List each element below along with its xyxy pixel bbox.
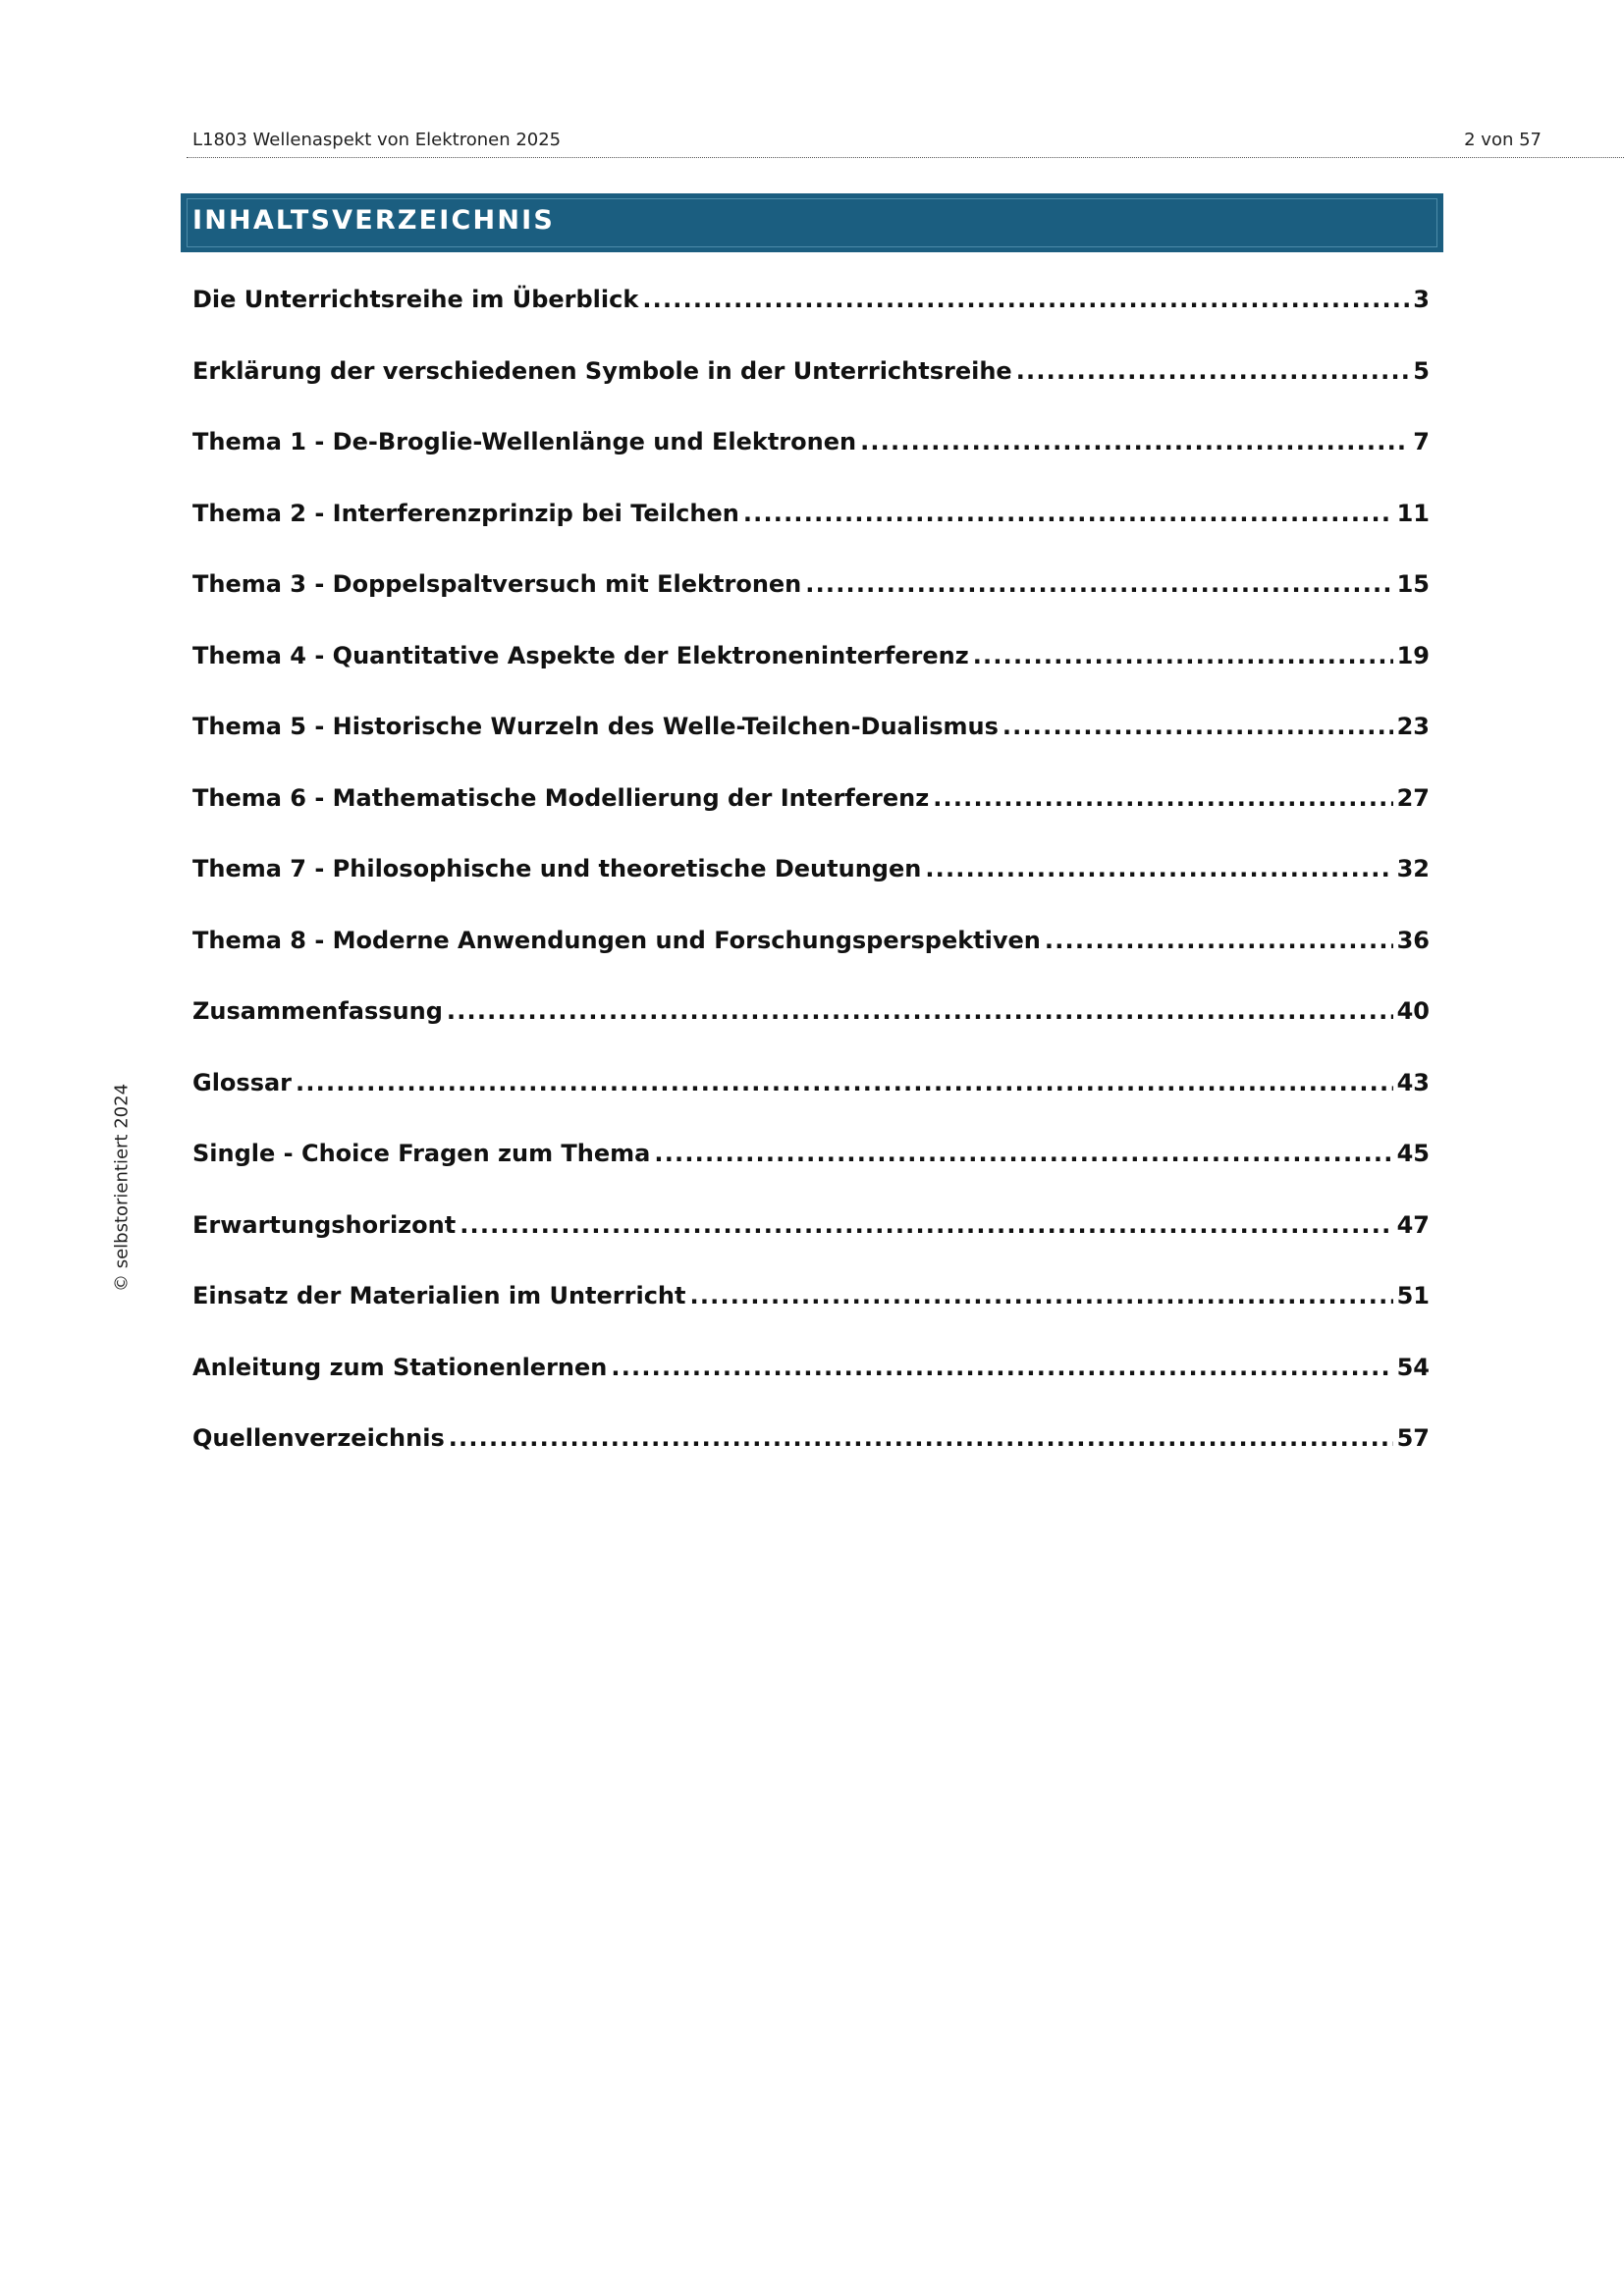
toc-leader-dots (805, 570, 1392, 598)
toc-entry-title: Quellenverzeichnis (192, 1424, 445, 1452)
toc-entry-page: 54 (1396, 1353, 1430, 1381)
toc-entry-page: 19 (1396, 641, 1430, 669)
toc-entry-title: Thema 4 - Quantitative Aspekte der Elektroneninterferenz (192, 641, 969, 669)
toc-entry-page: 23 (1396, 713, 1430, 740)
toc-entry[interactable] (192, 784, 1430, 856)
toc-heading-banner (181, 193, 1443, 252)
toc-entry-page: 11 (1396, 499, 1430, 527)
toc-entry-title: Glossar (192, 1068, 293, 1096)
toc-entry-title: Thema 7 - Philosophische und theoretische Deutungen (192, 855, 922, 882)
page-number: 2 von 57 (1464, 130, 1542, 150)
toc-entry-page: 27 (1396, 783, 1430, 812)
toc-entry[interactable] (192, 855, 1430, 927)
toc-leader-dots (1002, 713, 1393, 740)
toc-entry[interactable] (192, 1424, 1430, 1496)
toc-entry[interactable] (192, 428, 1430, 500)
document-title: L1803 Wellenaspekt von Elektronen 2025 (192, 130, 562, 150)
toc-leader-dots (449, 1424, 1393, 1452)
toc-entry-title: Single - Choice Fragen zum Thema (192, 1140, 651, 1167)
toc-entry-page: 36 (1396, 926, 1430, 954)
toc-leader-dots (447, 997, 1393, 1025)
toc-entry-title: Erklärung der verschiedenen Symbole in der Unterrichtsreihe (192, 356, 1012, 385)
toc-leader-dots (611, 1354, 1392, 1381)
toc-entry-page: 51 (1396, 1282, 1430, 1309)
toc-leader-dots (933, 784, 1392, 812)
toc-entry[interactable] (192, 1211, 1430, 1283)
toc-entry-page: 43 (1396, 1068, 1430, 1096)
toc-entry-page: 47 (1396, 1210, 1430, 1239)
toc-leader-dots (743, 500, 1393, 527)
toc-entry-title: Thema 2 - Interferenzprinzip bei Teilchen (192, 499, 739, 527)
toc-leader-dots (860, 428, 1409, 455)
toc-entry-title: Thema 6 - Mathematische Modellierung der Interferenz (192, 783, 930, 812)
toc-list (192, 286, 1430, 1496)
toc-entry-title: Zusammenfassung (192, 997, 443, 1025)
toc-entry-page: 3 (1413, 286, 1430, 313)
toc-entry-title: Thema 1 - De-Broglie-Wellenlänge und Elektronen (192, 428, 857, 455)
toc-entry[interactable] (192, 500, 1430, 571)
toc-entry[interactable] (192, 570, 1430, 642)
toc-entry[interactable] (192, 1282, 1430, 1354)
toc-entry-title: Thema 5 - Historische Wurzeln des Welle-Teilchen-Dualismus (192, 713, 999, 740)
toc-entry[interactable] (192, 997, 1430, 1069)
toc-entry[interactable] (192, 927, 1430, 998)
toc-entry[interactable] (192, 713, 1430, 784)
toc-leader-dots (973, 642, 1393, 669)
toc-entry-title: Thema 8 - Moderne Anwendungen und Forschungsperspektiven (192, 926, 1041, 954)
toc-entry[interactable] (192, 1354, 1430, 1425)
toc-entry-title: Die Unterrichtsreihe im Überblick (192, 286, 639, 313)
toc-leader-dots (1016, 357, 1410, 385)
toc-entry-title: Einsatz der Materialien im Unterricht (192, 1282, 686, 1309)
toc-entry[interactable] (192, 357, 1430, 429)
toc-entry-title: Thema 3 - Doppelspaltversuch mit Elektronen (192, 570, 802, 598)
toc-leader-dots (460, 1211, 1392, 1239)
toc-entry-page: 57 (1396, 1424, 1430, 1452)
toc-leader-dots (925, 855, 1392, 882)
toc-entry-title: Erwartungshorizont (192, 1210, 457, 1239)
toc-entry[interactable] (192, 1069, 1430, 1141)
toc-leader-dots (690, 1282, 1393, 1309)
toc-entry[interactable] (192, 1140, 1430, 1211)
toc-entry[interactable] (192, 286, 1430, 357)
toc-leader-dots (296, 1069, 1393, 1096)
toc-entry-page: 40 (1396, 997, 1430, 1025)
page-header (192, 128, 1542, 157)
toc-entry-title: Anleitung zum Stationenlernen (192, 1353, 608, 1381)
toc-heading: INHALTSVERZEICHNIS (192, 205, 556, 236)
toc-entry-page: 5 (1413, 356, 1430, 385)
toc-entry[interactable] (192, 642, 1430, 714)
toc-leader-dots (654, 1140, 1392, 1167)
toc-entry-page: 45 (1396, 1140, 1430, 1167)
toc-entry-page: 7 (1413, 428, 1430, 455)
header-divider (187, 157, 1624, 158)
copyright-notice: © selbstorientiert 2024 (111, 1083, 133, 1293)
toc-leader-dots (642, 286, 1409, 313)
toc-entry-page: 15 (1396, 570, 1430, 598)
toc-leader-dots (1045, 927, 1393, 954)
toc-entry-page: 32 (1396, 855, 1430, 882)
